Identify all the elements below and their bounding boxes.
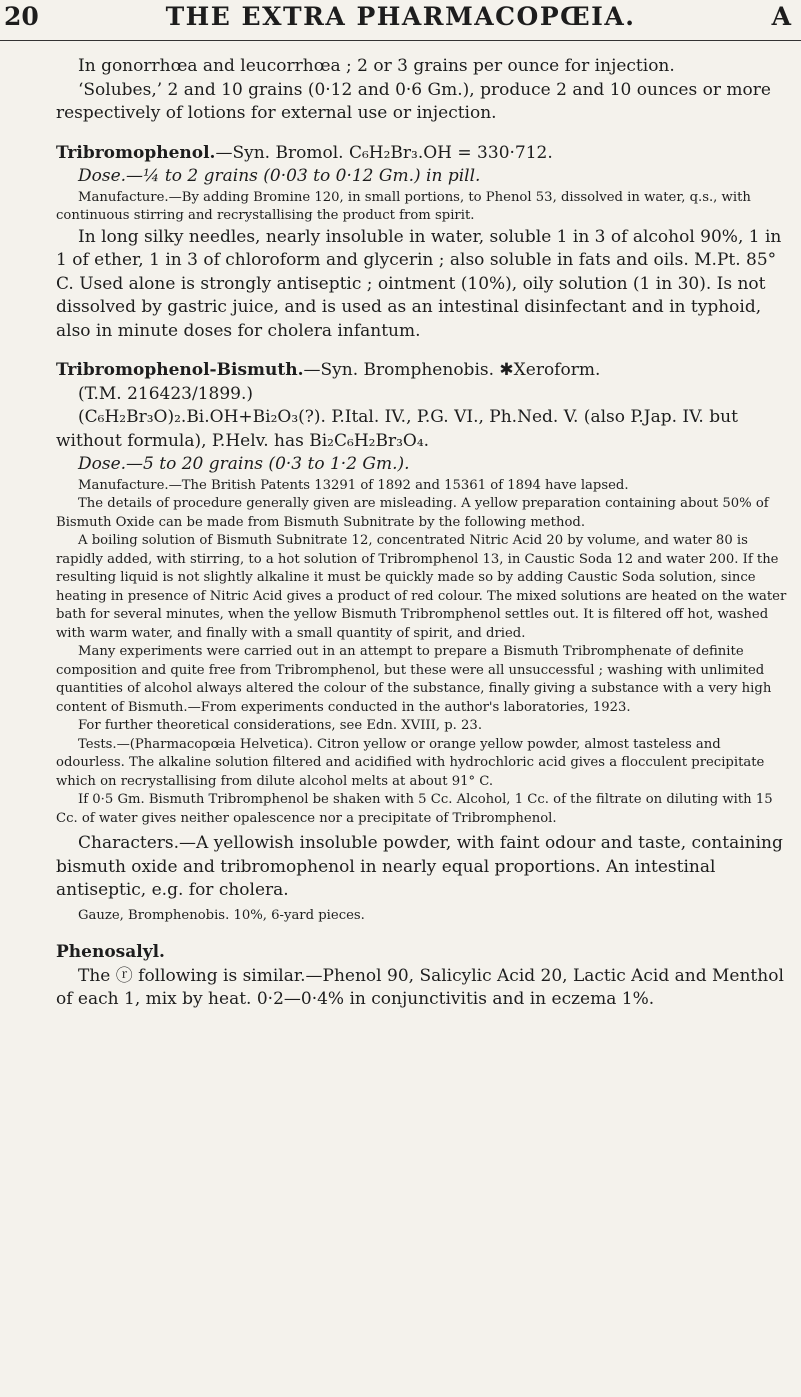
entry-synonym: —Syn. Bromphenobis. ✱Xeroform. xyxy=(303,360,601,380)
entry-dose: Dose.—¼ to 2 grains (0·03 to 0·12 Gm.) in pill. xyxy=(78,166,481,186)
entry-description: In long silky needles, nearly insoluble in water, soluble 1 in 3 of alcohol 90%, 1 in 1 of ether, 1 in 3 of chloroform and glycerin ; also soluble in fats and oils. M.Pt. 85° C. Used alone is strongly antiseptic ; ointment (10%), oily solution (1 in 30). Is not dissolved by gastric juice, and is used as an intestinal disinfectant and in typhoid, also in minute doses for cholera infantum. xyxy=(56,226,782,341)
entry-gauze: Gauze, Bromphenobis. 10%, 6-yard pieces. xyxy=(78,907,365,923)
entry-synonym: —Syn. Bromol. C₆H₂Br₃.OH = 330·712. xyxy=(215,142,553,163)
entry-manufacture: Manufacture.—The British Patents 13291 of 1892 and 15361 of 1894 have lapsed. xyxy=(78,477,629,493)
entry-description: The ⓡ following is similar.—Phenol 90, Salicylic Acid 20, Lactic Acid and Menthol of each 1, mix by heat. 0·2—0·4% in conjunctivitis and in eczema 1%. xyxy=(56,965,784,1009)
section-letter: A xyxy=(771,2,791,31)
entry-heading: Phenosalyl. xyxy=(56,942,165,962)
page-number: 20 xyxy=(4,2,39,31)
page-body xyxy=(56,55,788,1012)
entry-paragraph: Many experiments were carried out in an attempt to prepare a Bismuth Tribromphenate of definite composition and quite free from Tribromphenol, but these were all unsuccessful ; washing with unlimited quantities of alcohol always altered the colour of the substance, finally giving a substance with a very high content of Bismuth.—From experiments conducted in the author's laboratories, 1923. xyxy=(56,644,772,715)
intro-line-1: In gonorrhœa and leucorrhœa ; 2 or 3 grains per ounce for injection. xyxy=(78,56,675,76)
entry-tests: Tests.—(Pharmacopœia Helvetica). Citron yellow or orange yellow powder, almost tasteless and odourless. The alkaline solution filtered and acidified with hydrochloric acid gives a flocculent precipitate which on recrystallising from dilute alcohol melts at about 91° C. xyxy=(56,736,765,789)
entry-heading: Tribromophenol-Bismuth. xyxy=(56,360,304,380)
running-title: THE EXTRA PHARMACOPŒIA. xyxy=(165,2,636,31)
entry-characters: Characters.—A yellowish insoluble powder, with faint odour and taste, containing bismuth oxide and tribromophenol in nearly equal proportions. An intestinal antiseptic, e.g. for cholera. xyxy=(56,833,783,900)
entry-manufacture: Manufacture.—By adding Bromine 120, in small portions, to Phenol 53, dissolved in water, q.s., with continuous stirring and recrystallising the product from spirit. xyxy=(56,189,751,223)
entry-phenosalyl xyxy=(56,941,788,1012)
entry-tests-2: If 0·5 Gm. Bismuth Tribromphenol be shaken with 5 Cc. Alcohol, 1 Cc. of the filtrate on diluting with 15 Cc. of water gives neither opalescence nor a precipitate of Tribromphenol. xyxy=(56,792,773,826)
entry-paragraph: The details of procedure generally given are misleading. A yellow preparation containing about 50% of Bismuth Oxide can be made from Bismuth Subnitrate by the following method. xyxy=(56,496,769,530)
entry-formula: (C₆H₂Br₃O)₂.Bi.OH+Bi₂O₃(?). P.Ital. IV., P.G. VI., Ph.Ned. V. (also P.Jap. IV. but without formula), P.Helv. has Bi₂C₆H₂Br₃O₄. xyxy=(56,407,738,451)
intro-line-2: ‘Solubes,’ 2 and 10 grains (0·12 and 0·6 Gm.), produce 2 and 10 ounces or more respectively of lotions for external use or injection. xyxy=(56,79,771,123)
entry-heading: Tribromophenol. xyxy=(56,142,216,163)
entry-tribromophenol-bismuth xyxy=(56,359,788,925)
running-header xyxy=(0,0,801,41)
entry-trademark: (T.M. 216423/1899.) xyxy=(78,383,254,404)
entry-dose: Dose.—5 to 20 grains (0·3 to 1·2 Gm.). xyxy=(78,454,410,474)
entry-paragraph: For further theoretical considerations, see Edn. XVIII, p. 23. xyxy=(78,718,483,733)
entry-paragraph: A boiling solution of Bismuth Subnitrate 12, concentrated Nitric Acid 20 by volume, and water 80 is rapidly added, with stirring, to a hot solution of Tribromphenol 13, in Caustic Soda 12 and water 200. If the resulting liquid is not slightly alkaline it must be quickly made so by adding Caustic Soda solution, since heating in presence of Nitric Acid gives a product of red colour. The mixed solutions are heated on the water bath for several minutes, when the yellow Bismuth Tribromphenol settles out. It is filtered off hot, washed with warm water, and finally with a small quantity of spirit, and dried. xyxy=(56,533,787,641)
entry-tribromophenol xyxy=(56,142,788,344)
